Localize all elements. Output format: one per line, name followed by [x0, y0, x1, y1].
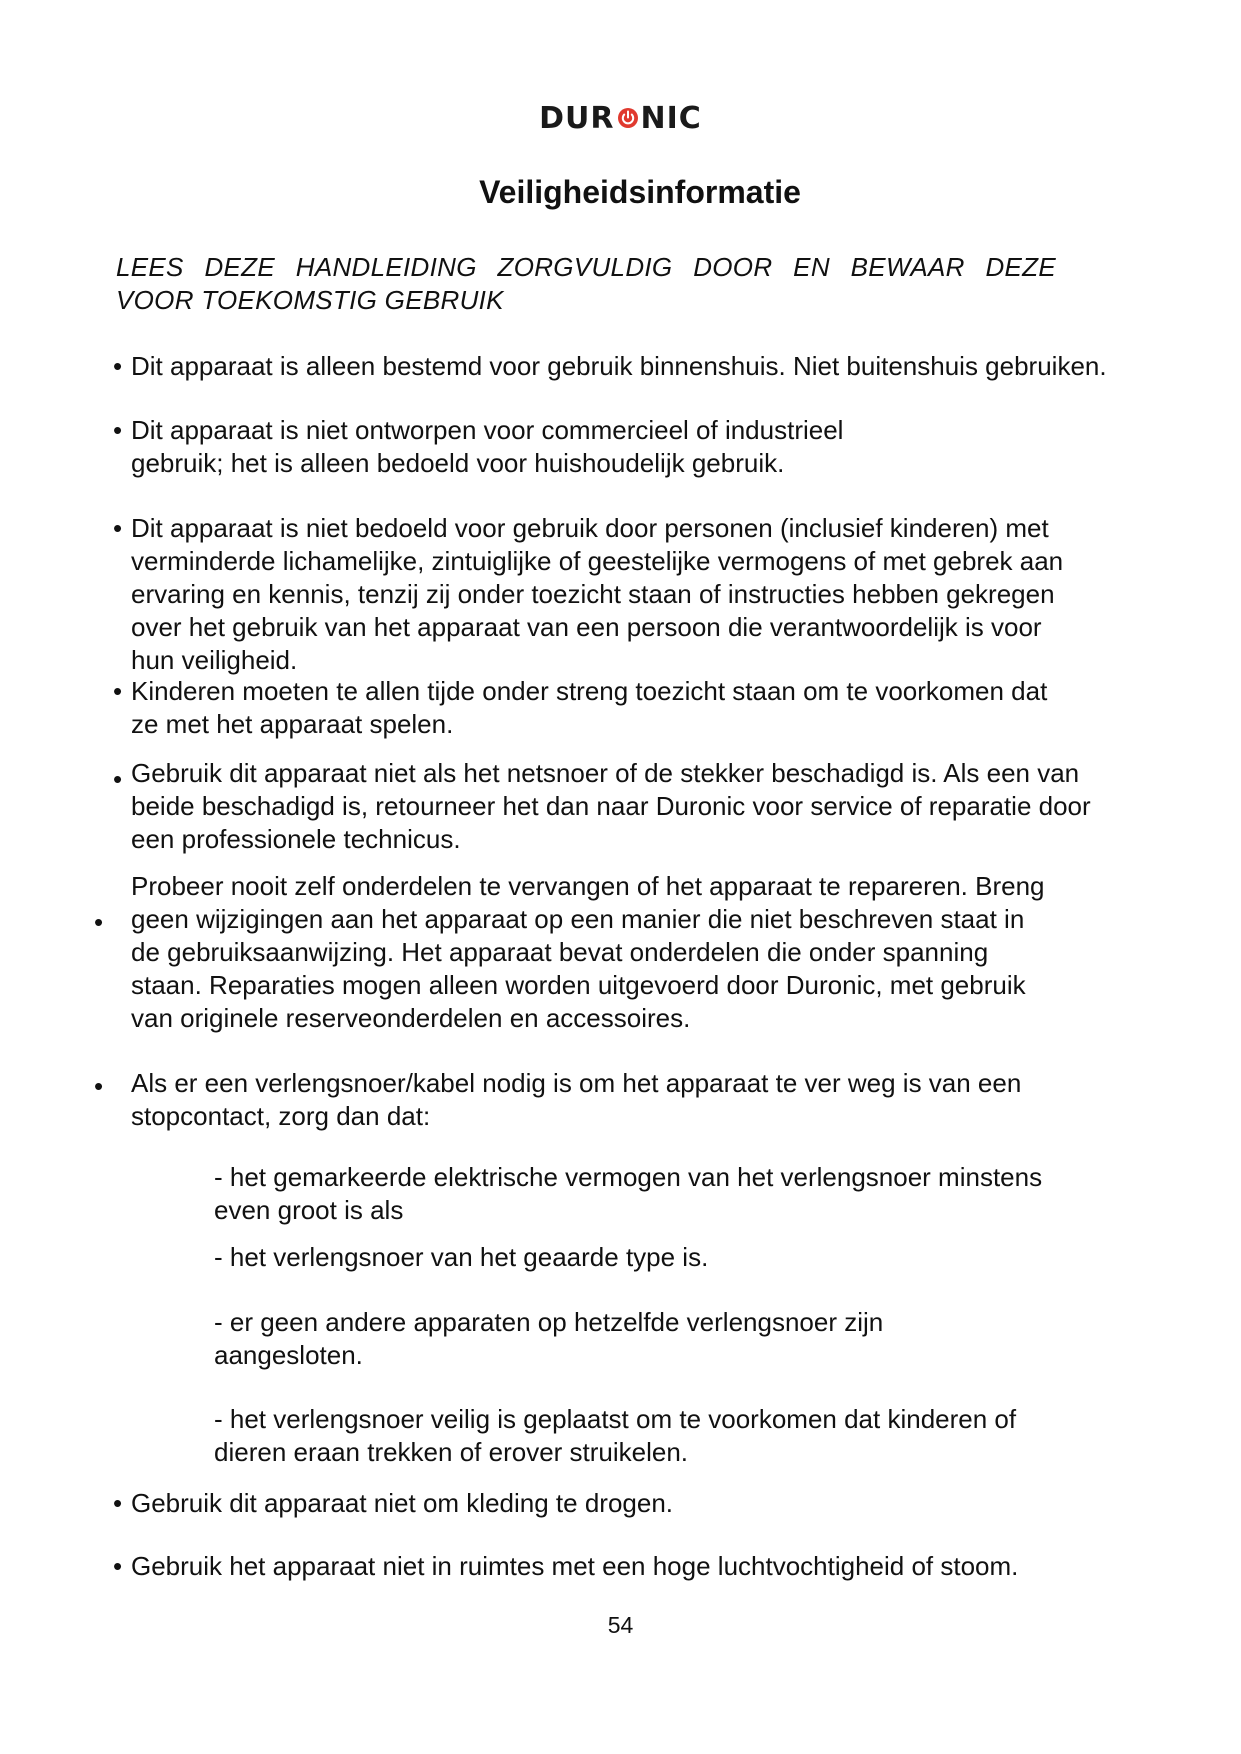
intro-notice [116, 251, 1056, 317]
text-line: aangesloten. [214, 1340, 363, 1370]
text-line: verminderde lichamelijke, zintuiglijke of geestelijke vermogens of met gebrek aan [131, 546, 1064, 576]
intro-line-2: VOOR TOEKOMSTIG GEBRUIK [116, 285, 504, 315]
safety-item-9 [131, 1550, 1018, 1583]
bullet-marker: • [113, 676, 123, 706]
safety-item-4 [131, 675, 1047, 741]
text-line: stopcontact, zorg dan dat: [131, 1101, 431, 1131]
text-line: gebruik; het is alleen bedoeld voor huishoudelijk gebruik. [131, 448, 785, 478]
text-line: Dit apparaat is alleen bestemd voor gebruik binnenshuis. Niet buitenshuis gebruiken. [131, 351, 1107, 381]
safety-item-6 [131, 870, 1045, 1035]
text-line: ervaring en kennis, tenzij zij onder toezicht staan of instructies hebben gekregen [131, 579, 1055, 609]
text-line: Gebruik dit apparaat niet als het netsnoer of de stekker beschadigd is. Als een van [131, 758, 1080, 788]
text-line: dieren eraan trekken of erover struikelen. [214, 1437, 689, 1467]
text-line: Kinderen moeten te allen tijde onder streng toezicht staan om te voorkomen dat [131, 676, 1048, 706]
text-line: ze met het apparaat spelen. [131, 709, 454, 739]
text-line: Probeer nooit zelf onderdelen te vervangen of het apparaat te repareren. Breng [131, 871, 1045, 901]
bullet-marker: • [113, 1488, 123, 1518]
text-line: Dit apparaat is niet bedoeld voor gebruik door personen (inclusief kinderen) met [131, 513, 1049, 543]
safety-item-8 [131, 1487, 673, 1520]
text-line: - het gemarkeerde elektrische vermogen van het verlengsnoer minstens [214, 1162, 1043, 1192]
text-line: Gebruik het apparaat niet in ruimtes met een hoge luchtvochtigheid of stoom. [131, 1551, 1019, 1581]
safety-item-5 [131, 757, 1091, 856]
text-line: Dit apparaat is niet ontworpen voor commercieel of industrieel [131, 415, 844, 445]
text-line: over het gebruik van het apparaat van een persoon die verantwoordelijk is voor [131, 612, 1042, 642]
logo-text-right: NIC [640, 101, 702, 136]
text-line: de gebruiksaanwijzing. Het apparaat bevat onderdelen die onder spanning [131, 937, 989, 967]
extension-cord-condition-3 [214, 1306, 883, 1372]
text-line: Gebruik dit apparaat niet om kleding te drogen. [131, 1488, 674, 1518]
logo-text-left: DUR [539, 101, 615, 136]
safety-item-7 [131, 1067, 1021, 1133]
text-line: - er geen andere apparaten op hetzelfde verlengsnoer zijn [214, 1307, 884, 1337]
text-line: even groot is als [214, 1195, 404, 1225]
safety-item-3 [131, 512, 1063, 677]
bullet-marker: • [113, 351, 123, 381]
text-line: een professionele technicus. [131, 824, 461, 854]
safety-item-1 [131, 350, 1107, 383]
text-line: geen wijzigingen aan het apparaat op een manier die niet beschreven staat in [131, 904, 1025, 934]
extension-cord-condition-2 [214, 1241, 708, 1274]
text-line: Als er een verlengsnoer/kabel nodig is om het apparaat te ver weg is van een [131, 1068, 1022, 1098]
bullet-marker: • [94, 907, 104, 937]
intro-line-1: LEES DEZE HANDLEIDING ZORGVULDIG DOOR EN BEWAAR DEZE [116, 252, 1056, 282]
safety-item-2 [131, 414, 843, 480]
text-line: hun veiligheid. [131, 645, 298, 675]
page-title: Veiligheidsinformatie [479, 174, 801, 210]
bullet-marker: • [113, 1551, 123, 1581]
bullet-marker: • [113, 513, 123, 543]
extension-cord-condition-4 [214, 1403, 1016, 1469]
bullet-marker: • [113, 415, 123, 445]
bullet-marker: • [113, 764, 123, 794]
brand-logo [0, 102, 1241, 136]
text-line: - het verlengsnoer veilig is geplaatst om te voorkomen dat kinderen of [214, 1404, 1017, 1434]
text-line: staan. Reparaties mogen alleen worden uitgevoerd door Duronic, met gebruik [131, 970, 1026, 1000]
page-number: 54 [607, 1612, 634, 1638]
text-line: - het verlengsnoer van het geaarde type is. [214, 1242, 709, 1272]
bullet-marker: • [94, 1071, 104, 1101]
text-line: beide beschadigd is, retourneer het dan naar Duronic voor service of reparatie door [131, 791, 1091, 821]
extension-cord-condition-1 [214, 1161, 1042, 1227]
text-line: van originele reserveonderdelen en accessoires. [131, 1003, 691, 1033]
power-icon [617, 103, 639, 125]
